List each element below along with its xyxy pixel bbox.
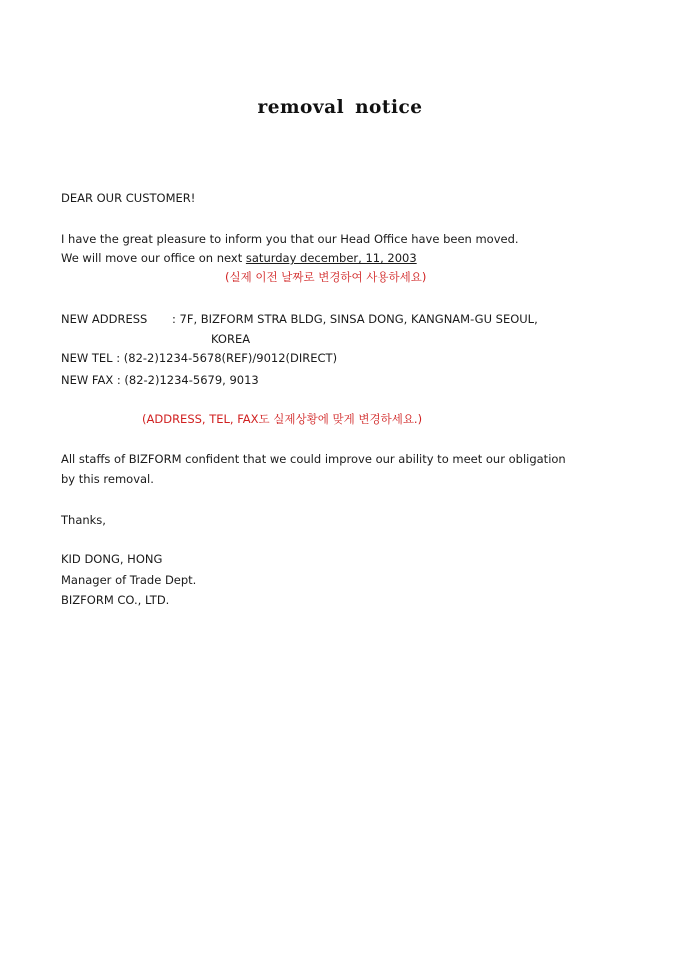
signer-title: Manager of Trade Dept. [61, 573, 197, 587]
date-note: (실제 이전 날짜로 변경하여 사용하세요) [225, 270, 427, 284]
closing-line-2: by this removal. [61, 472, 154, 486]
address-value-cont: KOREA [211, 332, 251, 346]
address-value: 7F, BIZFORM STRA BLDG, SINSA DONG, KANGNAM-GU SEOUL, [179, 312, 538, 326]
greeting: DEAR OUR CUSTOMER! [61, 191, 196, 205]
thanks: Thanks, [61, 513, 106, 527]
signer-name: KID DONG, HONG [61, 552, 163, 566]
intro-line-1: I have the great pleasure to inform you that our Head Office have been moved. [61, 232, 519, 246]
tel-colon: : [112, 351, 124, 365]
intro-line-2 [61, 251, 417, 265]
signer-company: BIZFORM CO., LTD. [61, 593, 170, 607]
intro-line-2-prefix: We will move our office on next [61, 251, 246, 265]
move-date: saturday december, 11, 2003 [245, 251, 417, 265]
address-row [61, 312, 538, 326]
tel-label: NEW TEL [61, 351, 113, 365]
contact-note: (ADDRESS, TEL, FAX도 실제상황에 맞게 변경하세요.) [142, 412, 423, 426]
page-title: removal notice [257, 97, 423, 118]
tel-row [61, 351, 337, 365]
fax-row [61, 373, 259, 387]
address-label: NEW ADDRESS [61, 312, 148, 326]
address-colon: : [172, 312, 180, 326]
fax-value: (82-2)1234-5679, 9013 [124, 373, 259, 387]
closing-line-1: All staffs of BIZFORM confident that we could improve our ability to meet our obligation [61, 452, 566, 466]
fax-colon: : [113, 373, 125, 387]
tel-value: (82-2)1234-5678(REF)/9012(DIRECT) [123, 351, 338, 365]
fax-label: NEW FAX [61, 373, 114, 387]
